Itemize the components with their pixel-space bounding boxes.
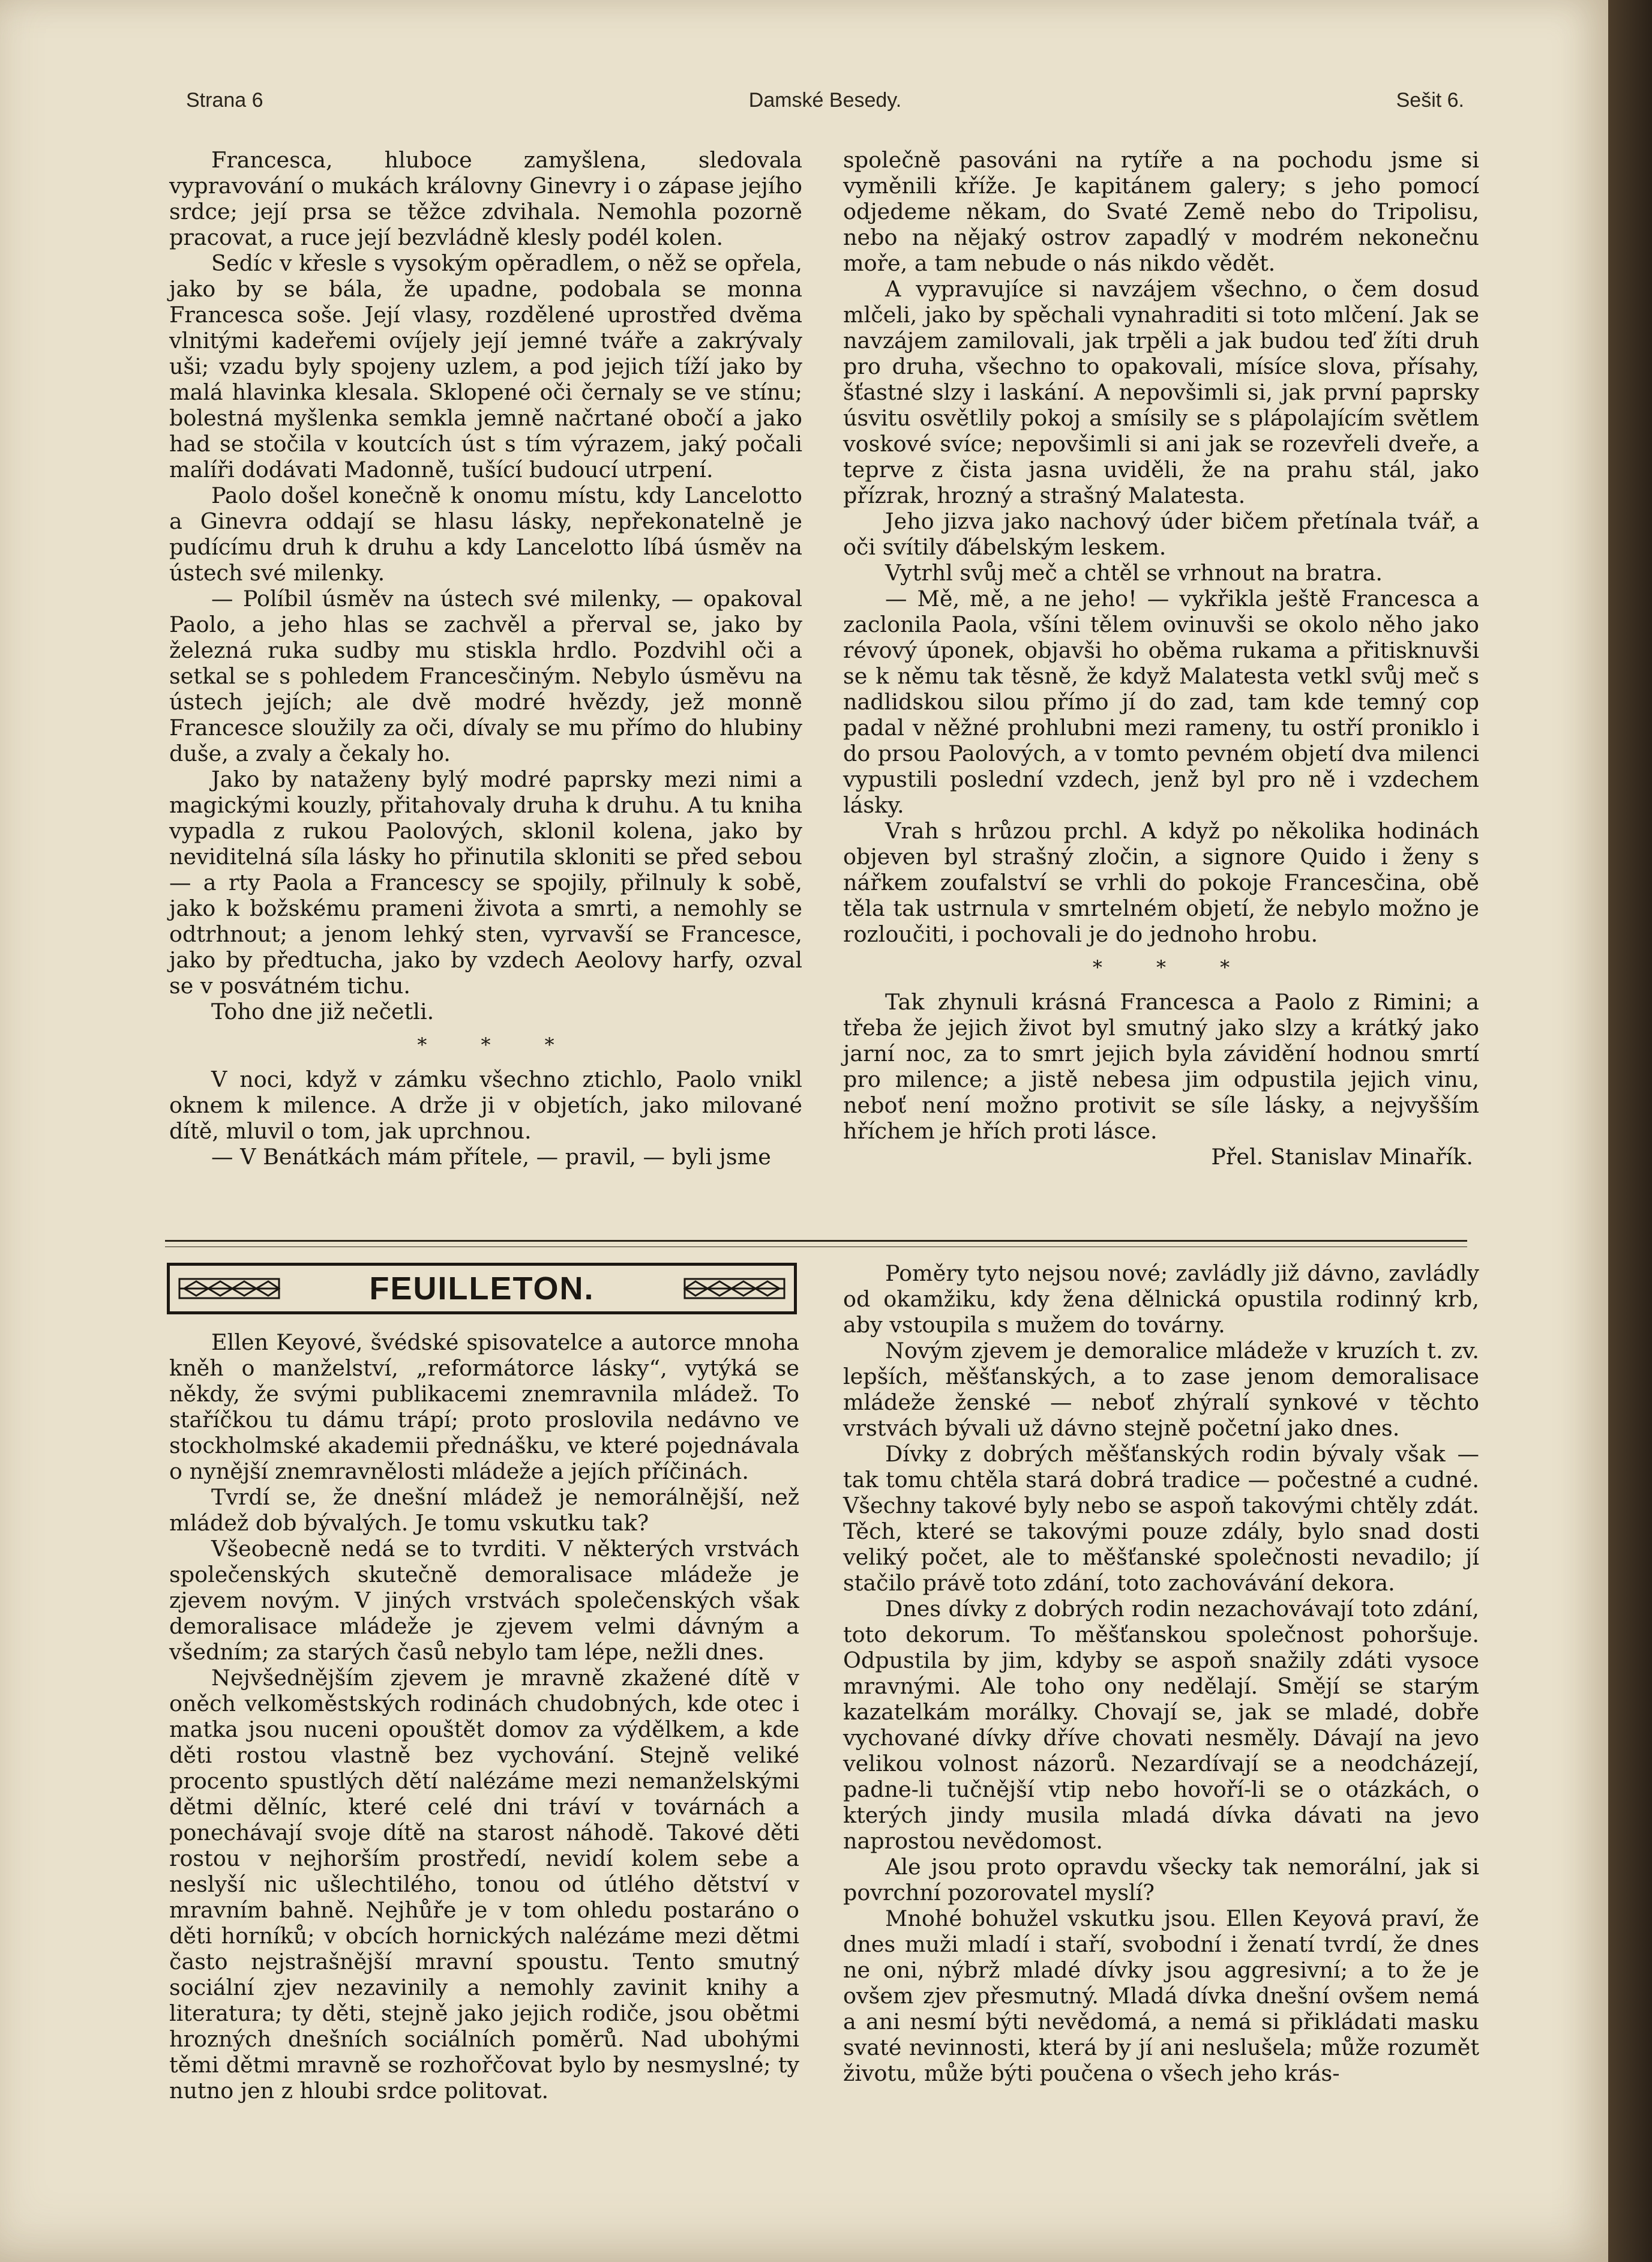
story-column-right (843, 147, 1479, 1170)
translator-signature: Přel. Stanislav Minařík. (1211, 1144, 1473, 1170)
issue-number: Sešit 6. (1396, 89, 1464, 112)
paragraph: Dnes dívky z dobrých rodin nezachovávají toto zdání, toto dekorum. To měšťanskou společnost pohoršuje. Odpustila by jim, kdyby se aspoň snažily zdáti vysoce mravnými. Ale toho ony nedělají. Smějí se starým kazatelkám morálky. Chovají se, jak se mladé, dobře vychované dívky dříve chovati nesměly. Dávají na jevo velikou volnost názorů. Nezardívají se a neodcházejí, padne-li tučnější vtip nebo hovoří-li se o otázkách, o kterých jindy musila mladá dívka dávati na jevo naprostou nevědomost. (843, 1596, 1479, 1854)
paragraph: Poměry tyto nejsou nové; zavládly již dávno, zavládly od okamžiku, kdy žena dělnická opustila rodinný krb, aby vstoupila s mužem do továrny. (843, 1260, 1479, 1338)
paragraph: Nejvšednějším zjevem je mravně zkažené dítě v oněch velkoměstských rodinách chudobných, kde otec i matka jsou nuceni opouštět domov za výdělkem, a kde děti rostou vlastně bez vychování. Stejně veliké procento spustlých dětí nalézáme mezi nemanželskými dětmi dělníc, které celé dni tráví v továrnách a ponechávají svoje dítě na starost náhodě. Takové děti rostou v nejhorším prostředí, nevidí kolem sebe a neslyší nic ušlechtilého, tonou od útlého dětství v mravním bahně. Nejhůře je v tom ohledu postaráno o děti horníků; v obcích hornických nalézáme mezi dětmi často nejstrašnější mravní spoustu. Tento smutný sociální zjev nezavinily a nemohly zavinit knihy a literatura; ty děti, stejně jako jejich rodiče, jsou obětmi hrozných dnešních sociálních poměrů. Nad ubohými těmi dětmi mravně se rozhořčovat bylo by nesmyslné; ty nutno jen z hloubi srdce politovat. (169, 1665, 799, 2104)
left-ornament-icon (178, 1277, 280, 1301)
story-column-left (169, 147, 802, 1170)
paragraph: A vypravujíce si navzájem všechno, o čem dosud mlčeli, jako by spěchali vynahraditi si toto mlčení. Jak se navzájem zamilovali, jak trpěli a jak budou teď žíti druh pro druha, všechno to opakovali, mísíce slova, přísahy, šťastné slzy i laskání. A nepovšimli si, jak první paprsky úsvitu osvětlily pokoj a smísily se s plápolajícím světlem voskové svíce; nepovšimli si ani jak se rozevřeli dveře, a teprve z čista jasna uviděli, že na prahu stál, jako přízrak, hrozný a strašný Malatesta. (843, 276, 1479, 508)
paragraph: společně pasováni na rytíře a na pochodu jsme si vyměnili kříže. Je kapitánem galery; s jeho pomocí odjedeme někam, do Svaté Země nebo do Tripolisu, nebo na nějaký ostrov zapadlý v modrém nekonečnu moře, a tam nebude o nás nikdo vědět. (843, 147, 1479, 276)
binding-edge (1608, 0, 1652, 2262)
paragraph: Tvrdí se, že dnešní mládež je nemorálnější, než mládež dob bývalých. Je tomu vskutku tak? (169, 1484, 799, 1536)
paragraph: V noci, když v zámku všechno ztichlo, Paolo vnikl oknem k milence. A drže ji v objetích, jako milované dítě, mluvil o tom, jak uprchnou. (169, 1066, 802, 1144)
paragraph: Sedíc v křesle s vysokým opěradlem, o něž se opřela, jako by se bála, že upadne, podobala se monna Francesca soše. Její vlasy, rozdělené uprostřed dvěma vlnitými kadeřemi ovíjely její jemné tváře a zakrývaly uši; vzadu byly spojeny uzlem, a pod jejich tíží jako by malá hlavinka klesala. Sklopené oči černaly se ve stínu; bolestná myšlenka semkla jemně načrtané obočí a jako had se stočila v koutcích úst s tím výrazem, jaký počali malíři dodávati Madonně, tušící budoucí utrpení. (169, 250, 802, 483)
feuilleton-column-left (169, 1329, 799, 2104)
section-divider-rule (165, 1240, 1467, 1247)
paragraph: — Mě, mě, a ne jeho! — vykřikla ještě Francesca a zaclonila Paola, všíni tělem ovinuvši se okolo něho jako révový úponek, objavši ho oběma rukama a přitisknuvši se k němu tak těsně, že když Malatesta vetkl svůj meč s nadlidskou silou přímo jí do zad, tam kde temný cop padal v něžné prohlubni mezi rameny, tu ostří proniklo i do prsou Paolových, a v tomto pevném objetí dva milenci vypustili poslední vzdech, jenž byl pro ně i vzdechem lásky. (843, 586, 1479, 818)
paragraph: Vytrhl svůj meč a chtěl se vrhnout na bratra. (885, 560, 1383, 586)
paragraph: Tak zhynuli krásná Francesca a Paolo z Rimini; a třeba že jejich život byl smutný jako slzy a krátký jako jarní noc, za to smrt jejich byla závidění hodnou smrtí pro milence; a jistě nebesa jim odpustila jejich vinu, neboť není možno protivit se síle lásky, a nejvyšším hříchem je hřích proti lásce. (843, 989, 1479, 1144)
paragraph: Jeho jizva jako nachový úder bičem přetínala tvář, a oči svítily ďábelským leskem. (843, 508, 1479, 560)
paragraph: Francesca, hluboce zamyšlena, sledovala vypravování o mukách královny Ginevry i o zápase jejího srdce; její prsa se těžce zdvihala. Nemohla pozorně pracovat, a ruce její bezvládně klesly podél kolen. (169, 147, 802, 250)
feuilleton-heading-box (167, 1263, 797, 1314)
paragraph: Ale jsou proto opravdu všecky tak nemorální, jak si povrchní pozorovatel myslí? (843, 1854, 1479, 1906)
paragraph: Jako by nataženy bylý modré paprsky mezi nimi a magickými kouzly, přitahovaly druha k druhu. A tu kniha vypadla z rukou Paolových, sklonil kolena, jako by neviditelná síla lásky ho přinutila skloniti se před sebou — a rty Paola a Francescy se spojily, přilnuly k sobě, jako k božskému prameni života a smrti, a nemohly se odtrhnout; a jenom lehký sten, vyrvavší se Francesce, jako by předtucha, jako by vzdech Aeolovy harfy, ozval se v posvátném tichu. (169, 766, 802, 999)
paragraph: Novým zjevem je demoralice mládeže v kruzích t. zv. lepších, měšťanských, a to zase jenom demoralisace mládeže ženské — neboť zhýralí synkové v těchto vrstvách bývali už dávno stejně početní jako dnes. (843, 1338, 1479, 1441)
feuilleton-column-right (843, 1260, 1479, 2086)
page-number: Strana 6 (186, 89, 263, 112)
paragraph: Mnohé bohužel vskutku jsou. Ellen Keyová praví, že dnes muži mladí i staří, svobodní i ženatí tvrdí, že dnes ne oni, nýbrž mladé dívky jsou aggresivní; a to že je ovšem zjev přesmutný. Mladá dívka dnešní ovšem nemá a ani nesmí býti nevědomá, a nemá si přikládati masku svaté nevinnosti, která by jí ani neslušela; může rozumět životu, může býti poučena o všech jeho krás- (843, 1906, 1479, 2086)
right-ornament-icon (683, 1277, 785, 1301)
paragraph: Paolo došel konečně k onomu místu, kdy Lancelotto a Ginevra oddají se hlasu lásky, nepřekonatelně je pudícímu druh k druhu a kdy Lancelotto líbá úsměv na ústech své milenky. (169, 483, 802, 586)
publication-title: Damské Besedy. (748, 89, 902, 112)
paragraph: — Políbil úsměv na ústech své milenky, — opakoval Paolo, a jeho hlas se zachvěl a přerval se, jako by železná ruka sudby mu stiskla hrdlo. Pozdvihl oči a setkal se s pohledem Francesčiným. Nebylo úsměvu na ústech jejích; ale dvě modré hvězdy, jež monně Francesce sloužily za oči, dívaly se mu přímo do hlubiny duše, a zvaly a čekaly ho. (169, 586, 802, 766)
paragraph: Všeobecně nedá se to tvrditi. V některých vrstvách společenských skutečně demoralisace mládeže je zjevem novým. V jiných vrstvách společenských však demoralisace mládeže je zjevem velmi dávným a všedním; za starých časů nebylo tam lépe, nežli dnes. (169, 1536, 799, 1665)
paragraph: Dívky z dobrých měšťanských rodin bývaly však — tak tomu chtěla stará dobrá tradice — počestné a cudné. Všechny takové byly nebo se aspoň takovými chtěly zdát. Těch, které se takovými pouze zdály, bylo snad dosti veliký počet, ale to měšťanské společnosti nevadilo; jí stačilo právě toto zdání, toto zachovávání dekora. (843, 1441, 1479, 1596)
paragraph: Vrah s hrůzou prchl. A když po několika hodinách objeven byl strašný zločin, a signore Quido i ženy s nářkem zoufalství se vrhli do pokoje Francesčina, obě těla tak ustrnula v smrtelném objetí, že nebylo možno je rozloučiti, i pochovali je do jednoho hrobu. (843, 818, 1479, 947)
section-break-stars: * * * (417, 1033, 578, 1056)
running-head (186, 89, 1464, 119)
paragraph: Ellen Keyové, švédské spisovatelce a autorce mnoha kněh o manželství, „reformátorce lásky“, vytýká se někdy, že svými publikacemi znemravnila mládež. To staříčkou tu dámu trápí; proto proslovila nedávno ve stockholmské akademii přednášku, ve které pojednávala o nynější znemravnělosti mládeže a jejích příčinách. (169, 1329, 799, 1484)
paragraph: — V Benátkách mám přítele, — pravil, — byli jsme (211, 1144, 771, 1170)
paragraph: Toho dne již nečetli. (211, 999, 434, 1024)
feuilleton-title: FEUILLETON. (369, 1271, 595, 1307)
section-break-stars: * * * (1092, 956, 1254, 979)
